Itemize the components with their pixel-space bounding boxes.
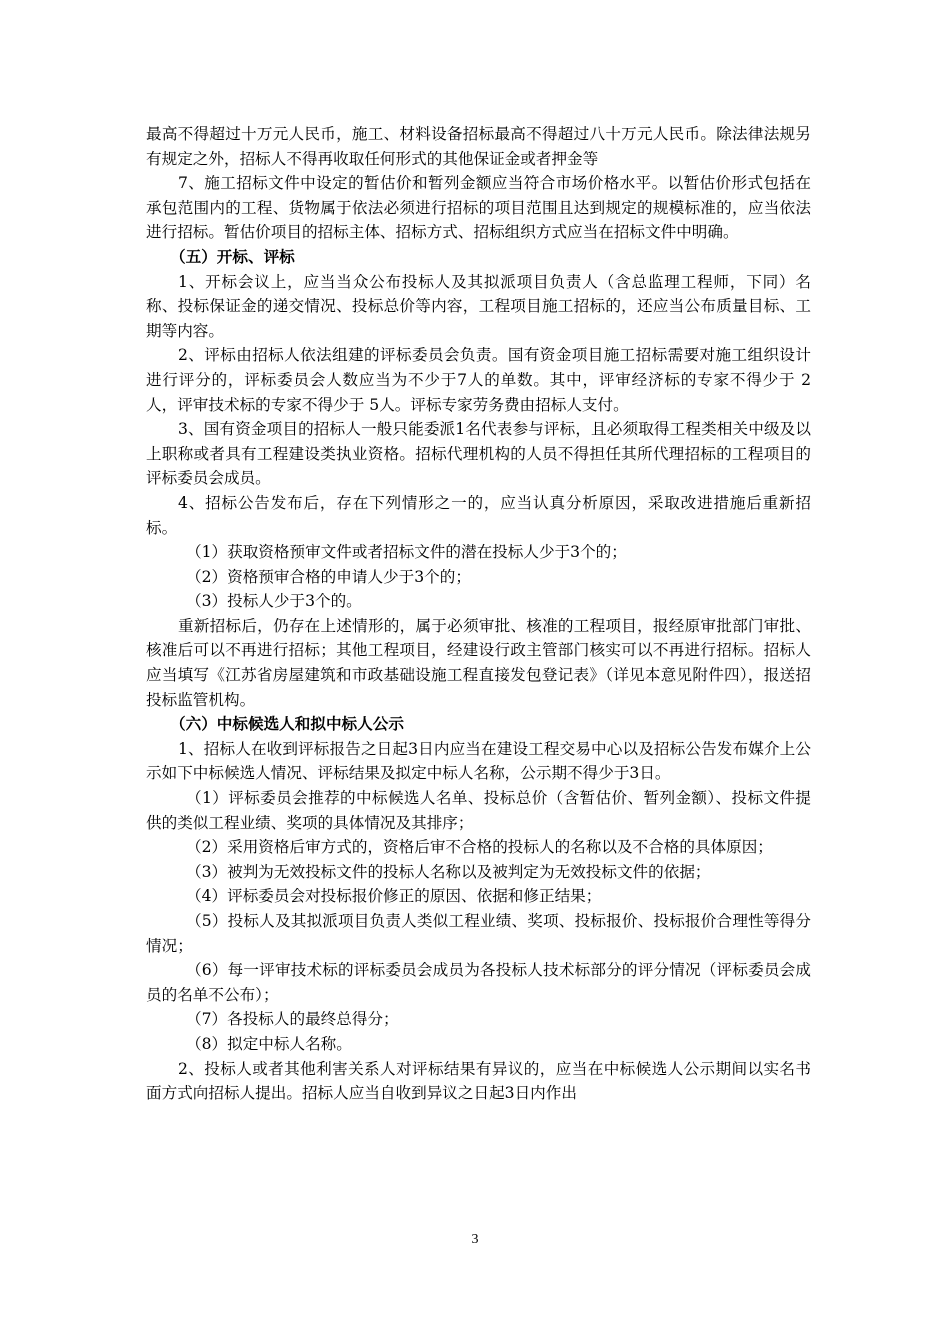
page-number: 3: [471, 1232, 479, 1247]
document-body: [146, 122, 811, 1106]
paragraph-after-retender: 重新招标后，仍存在上述情形的，属于必须审批、核准的工程项目，报经原审批部门审批、核准后可以不再进行招标；其他工程项目，经建设行政主管部门核实可以不再进行招标。招标人应当填写《江苏省房屋建筑和市政基础设施工程直接发包登记表》（详见本意见附件四），报送招投标监管机构。: [146, 616, 811, 709]
list-item-publicity-4: （4）评标委员会对投标报价修正的原因、依据和修正结果；: [186, 887, 602, 906]
list-item-publicity-8: （8）拟定中标人名称。: [186, 1034, 352, 1053]
list-item-publicity-6: （6）每一评审技术标的评标委员会成员为各投标人技术标部分的评分情况（评标委员会成员的名单不公布）；: [146, 961, 811, 1004]
paragraph-representative: 3、国有资金项目的招标人一般只能委派1名代表参与评标，且必须取得工程类相关中级及以上职称或者具有工程建设类执业资格。招标代理机构的人员不得担任其所代理招标的工程项目的评标委员会成员。: [146, 420, 811, 488]
paragraph-deposit-limit: 最高不得超过十万元人民币，施工、材料设备招标最高不得超过八十万元人民币。除法律法规另有规定之外，招标人不得再收取任何形式的其他保证金或者押金等: [146, 125, 811, 168]
list-item-publicity-7: （7）各投标人的最终总得分；: [186, 1010, 399, 1029]
list-item-publicity-1: （1）评标委员会推荐的中标候选人名单、投标总价（含暂估价、暂列金额）、投标文件提供的类似工程业绩、奖项的具体情况及其排序；: [146, 789, 811, 832]
list-item-publicity-2: （2）采用资格后审方式的，资格后审不合格的投标人的名称以及不合格的具体原因；: [186, 838, 773, 857]
paragraph-evaluation-committee: 2、评标由招标人依法组建的评标委员会负责。国有资金项目施工招标需要对施工组织设计进行评分的，评标委员会人数应当为不少于7人的单数。其中，评审经济标的专家不得少于 2 人，评审技术标的专家不得少于 5人。评标专家劳务费由招标人支付。: [146, 346, 811, 414]
section-heading-6: （六）中标候选人和拟中标人公示: [170, 714, 404, 734]
paragraph-retender: 4、招标公告发布后，存在下列情形之一的，应当认真分析原因，采取改进措施后重新招标。: [146, 493, 811, 537]
paragraph-item-7: 7、施工招标文件中设定的暂估价和暂列金额应当符合市场价格水平。以暂估价形式包括在承包范围内的工程、货物属于依法必须进行招标的项目范围且达到规定的规模标准的，应当依法进行招标。暂估价项目的招标主体、招标方式、招标组织方式应当在招标文件中明确。: [146, 174, 811, 242]
list-item-retender-2: （2）资格预审合格的申请人少于3个的；: [186, 567, 471, 586]
list-item-publicity-5: （5）投标人及其拟派项目负责人类似工程业绩、奖项、投标报价、投标报价合理性等得分情况；: [146, 912, 811, 955]
list-item-publicity-3: （3）被判为无效投标文件的投标人名称以及被判定为无效投标文件的依据；: [186, 862, 711, 881]
section-heading-5: （五）开标、评标: [170, 246, 295, 266]
paragraph-publicity: 1、招标人在收到评标报告之日起3日内应当在建设工程交易中心以及招标公告发布媒介上公示如下中标候选人情况、评标结果及拟定中标人名称，公示期不得少于3日。: [146, 739, 811, 783]
paragraph-objection: 2、投标人或者其他利害关系人对评标结果有异议的，应当在中标候选人公示期间以实名书面方式向招标人提出。招标人应当自收到异议之日起3日内作出: [146, 1059, 811, 1103]
list-item-retender-1: （1）获取资格预审文件或者招标文件的潜在投标人少于3个的；: [186, 543, 627, 562]
paragraph-opening-meeting: 1、开标会议上，应当当众公布投标人及其拟派项目负责人（含总监理工程师，下同）名称、投标保证金的递交情况、投标总价等内容，工程项目施工招标的，还应当公布质量目标、工期等内容。: [146, 272, 811, 340]
list-item-retender-3: （3）投标人少于3个的。: [186, 592, 362, 611]
